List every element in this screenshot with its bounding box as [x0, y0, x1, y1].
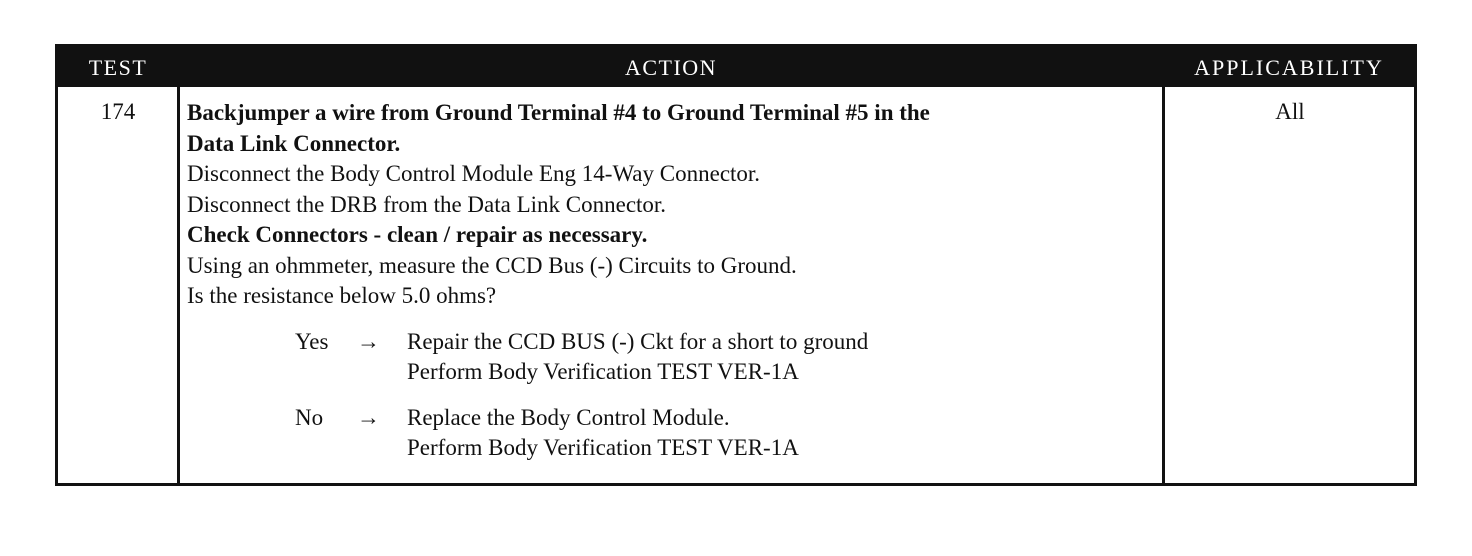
action-step-1a: Backjumper a wire from Ground Terminal #4 to Ground Terminal #5 in the: [187, 100, 930, 125]
action-cell: [187, 98, 1157, 464]
header-action: ACTION: [624, 55, 718, 80]
result-yes-line-2: Perform Body Verification TEST VER-1A: [407, 359, 799, 384]
action-question: Is the resistance below 5.0 ohms?: [187, 283, 497, 308]
result-yes-line-1: Repair the CCD BUS (-) Ckt for a short to ground: [407, 328, 869, 354]
table-header: [58, 47, 1414, 87]
result-no-line-1: Replace the Body Control Module.: [407, 404, 730, 430]
result-yes-text: [407, 327, 868, 388]
test-number: 174: [100, 99, 136, 124]
result-no-line-2: Perform Body Verification TEST VER-1A: [407, 435, 799, 460]
action-step-1b: Data Link Connector.: [187, 130, 401, 156]
action-step-4: Check Connectors - clean / repair as necessary.: [187, 222, 648, 247]
action-step-5: Using an ohmmeter, measure the CCD Bus (-) Circuits to Ground.: [187, 252, 797, 278]
result-no-text: [407, 403, 799, 464]
header-applicability: APPLICABILITY: [1194, 55, 1384, 80]
right-arrow-icon: →: [357, 404, 380, 430]
column-divider-1: [177, 87, 180, 483]
column-divider-2: [1162, 87, 1165, 483]
test-table: [55, 44, 1417, 486]
action-step-2: Disconnect the Body Control Module Eng 14-Way Connector.: [187, 161, 761, 186]
action-step-3: Disconnect the DRB from the Data Link Connector.: [187, 191, 667, 217]
header-test: TEST: [88, 55, 148, 80]
result-yes-label: Yes: [295, 328, 329, 354]
result-no-label: No: [295, 404, 324, 430]
result-no: [187, 403, 1157, 464]
right-arrow-icon: →: [357, 328, 380, 354]
applicability-value: All: [1275, 99, 1305, 124]
result-yes: [187, 327, 1157, 388]
